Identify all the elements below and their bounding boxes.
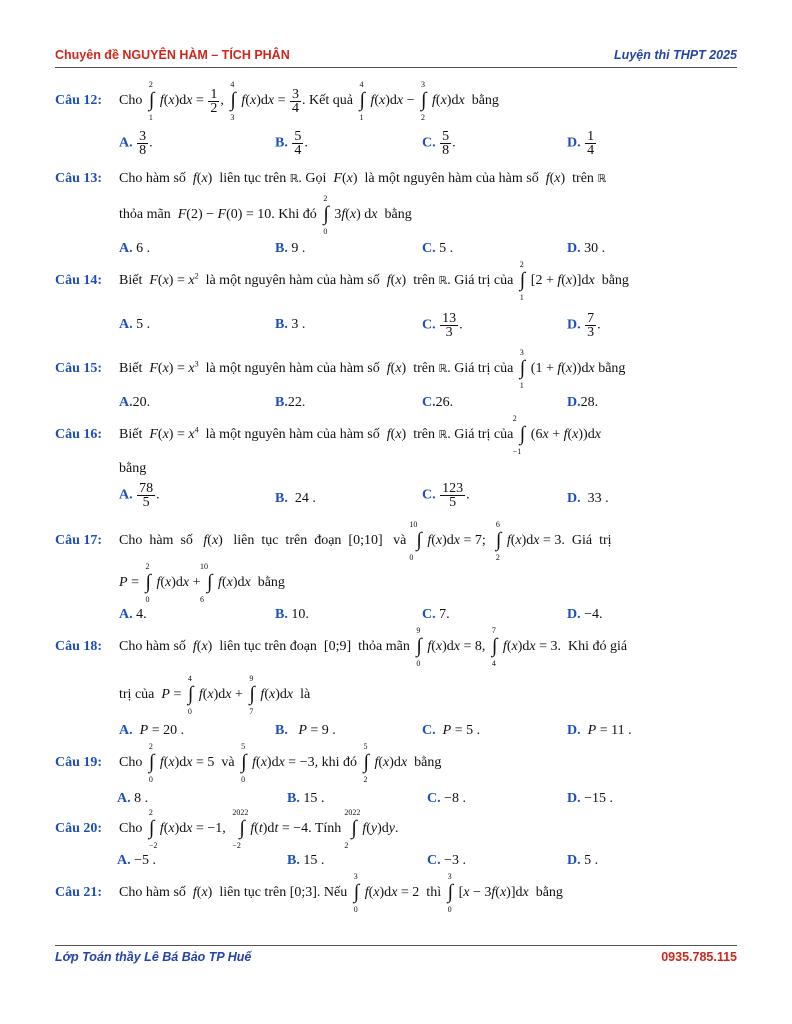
option-a: A. 6 .	[119, 241, 151, 256]
option-a: A. 8 .	[117, 791, 149, 806]
option-c: C. $\frac{5}{8}$ .	[422, 129, 456, 158]
question-text: Cho hàm số f(x) liên tục trên đoạn [0;9] thỏa mãn 9 ∫ 0 f(x)dx = 8, 7 ∫ 4 f(x)dx = 3. Khi đó giá	[119, 626, 628, 668]
page-header	[55, 48, 737, 68]
question-label: Câu 16:	[55, 427, 103, 442]
option-a: A. $\frac{3}{8}$ .	[119, 129, 153, 158]
option-a: A. $\frac{78}{5}$ .	[119, 481, 160, 510]
option-b: B. 10.	[275, 607, 309, 622]
question-label: Câu 18:	[55, 639, 103, 654]
page-footer	[55, 950, 737, 970]
option-c: C. −3 .	[427, 853, 467, 868]
option-c: C. $\frac{13}{3}$ .	[422, 311, 463, 340]
option-c: C.26.	[422, 395, 454, 410]
option-b: B. 24 .	[275, 491, 316, 506]
option-d: D. −15 .	[567, 791, 614, 806]
question-text: Cho 2 ∫ 1 f(x)dx = $\frac{1}{2}$ , 4 ∫ 3 f(x)dx = $\frac{3}{4}$ . Kết quả 4 ∫ 1 f(x)dx − 3 ∫ 2 f(x)dx bằng	[119, 80, 499, 122]
option-d: D. −4.	[567, 607, 603, 622]
option-d: D. P = 11 .	[567, 723, 632, 738]
option-a: A. 5 .	[119, 317, 151, 332]
question-text: Biết $F(x) = x^2$ là một nguyên hàm của hàm số f(x) trên ℝ. Giá trị của 2 ∫ 1 [2 + f(x)]dx bằng	[119, 260, 629, 302]
footer-teacher: Lớp Toán thầy Lê Bá Bảo TP Huế	[55, 950, 252, 964]
footer-divider	[55, 945, 737, 946]
option-c: C. −8 .	[427, 791, 467, 806]
option-d: D.28.	[567, 395, 599, 410]
header-exam: Luyện thi THPT 2025	[614, 48, 737, 62]
question-label: Câu 13:	[55, 171, 103, 186]
question-label: Câu 12:	[55, 93, 103, 108]
option-d: D. $\frac{1}{4}$	[567, 129, 595, 158]
option-b: B. 15 .	[287, 791, 325, 806]
question-label: Câu 19:	[55, 755, 103, 770]
option-b: B. 15 .	[287, 853, 325, 868]
question-text: trị của P = 4 ∫ 0 f(x)dx + 9 ∫ 7 f(x)dx là	[119, 674, 311, 716]
option-b: B.22.	[275, 395, 306, 410]
option-c: C. 5 .	[422, 241, 454, 256]
option-a: A. 4.	[119, 607, 147, 622]
question-text: Biết $F(x) = x^4$ là một nguyên hàm của hàm số f(x) trên ℝ. Giá trị của 2 ∫ −1 (6x + f(x))dx	[119, 414, 601, 456]
question-label: Câu 15:	[55, 361, 103, 376]
question-label: Câu 20:	[55, 821, 103, 836]
option-a: A.20.	[119, 395, 151, 410]
option-c: C. 7.	[422, 607, 450, 622]
option-d: D. 30 .	[567, 241, 606, 256]
option-a: A. P = 20 .	[119, 723, 185, 738]
question-text: Cho hàm số f(x) liên tục trên ℝ. Gọi F(x) là một nguyên hàm của hàm số f(x) trên ℝ	[119, 171, 607, 186]
option-d: D. 5 .	[567, 853, 599, 868]
header-divider	[55, 67, 737, 68]
question-text: Cho 2 ∫ −2 f(x)dx = −1, 2022 ∫ −2 f(t)dt = −4. Tính 2022 ∫ 2 f(y)dy.	[119, 808, 399, 850]
option-a: A. −5 .	[117, 853, 157, 868]
question-text: P = 2 ∫ 0 f(x)dx + 10 ∫ 6 f(x)dx bằng	[119, 562, 285, 604]
question-label: Câu 14:	[55, 273, 103, 288]
option-b: B. 3 .	[275, 317, 306, 332]
option-b: B. P = 9 .	[275, 723, 336, 738]
question-text: Cho hàm số f(x) liên tục trên [0;3]. Nếu 3 ∫ 0 f(x)dx = 2 thì 3 ∫ 0 [x − 3f(x)]dx bằng	[119, 872, 563, 914]
option-d: D. $\frac{7}{3}$ .	[567, 311, 601, 340]
option-c: C. $\frac{123}{5}$ .	[422, 481, 470, 510]
option-d: D. 33 .	[567, 491, 609, 506]
option-c: C. P = 5 .	[422, 723, 481, 738]
question-text: Biết $F(x) = x^3$ là một nguyên hàm của hàm số f(x) trên ℝ. Giá trị của 3 ∫ 1 (1 + f(x))dx bằng	[119, 348, 626, 390]
question-text: bằng	[119, 461, 147, 476]
question-label: Câu 17:	[55, 533, 103, 548]
option-b: B. $\frac{5}{4}$ .	[275, 129, 308, 158]
question-text: Cho hàm số f(x) liên tục trên đoạn [0;10] và 10 ∫ 0 f(x)dx = 7; 6 ∫ 2 f(x)dx = 3. Giá trị	[119, 520, 612, 562]
question-text: thỏa mãn F(2) − F(0) = 10. Khi đó 2 ∫ 0 3f(x) dx bằng	[119, 194, 412, 236]
footer-phone: 0935.785.115	[661, 950, 737, 964]
question-text: Cho 2 ∫ 0 f(x)dx = 5 và 5 ∫ 0 f(x)dx = −3, khi đó 5 ∫ 2 f(x)dx bằng	[119, 742, 442, 784]
question-label: Câu 21:	[55, 885, 103, 900]
option-b: B. 9 .	[275, 241, 306, 256]
header-topic: Chuyên đề NGUYÊN HÀM – TÍCH PHÂN	[55, 48, 290, 62]
